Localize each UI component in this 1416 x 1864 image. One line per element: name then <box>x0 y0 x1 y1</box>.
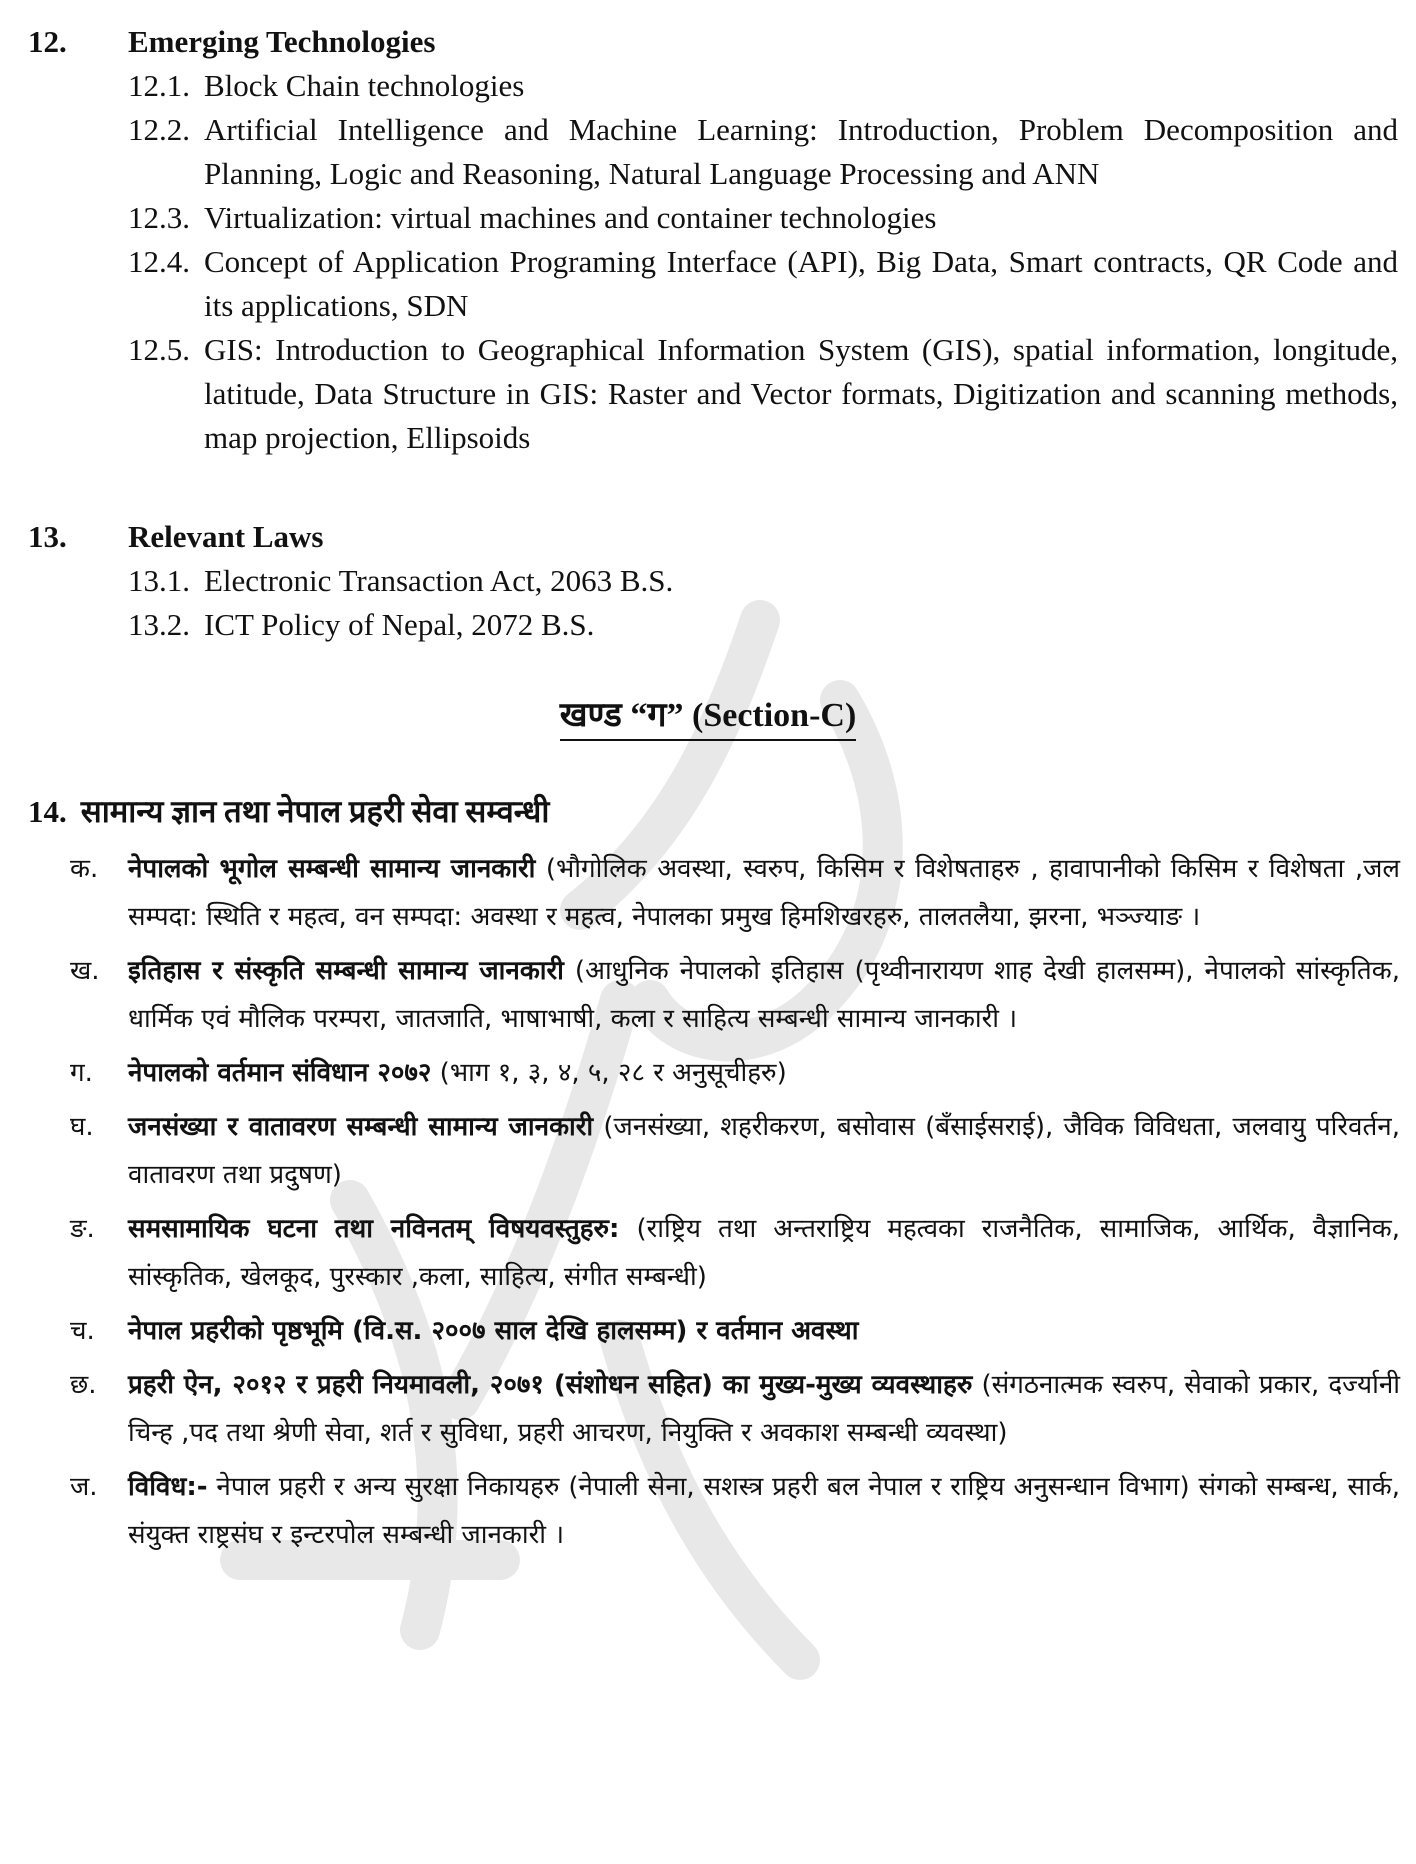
list-item <box>70 1361 1400 1457</box>
item-text: नेपाल प्रहरी र अन्य सुरक्षा निकायहरु (नेपाली सेना, सशस्त्र प्रहरी बल नेपाल र राष्ट्रिय अनुसन्धान विभाग) संगको सम्बन्ध, सार्क, संयुक्त राष्ट्रसंघ र इन्टरपोल सम्बन्धी जानकारी । <box>128 1472 1400 1550</box>
section-14-heading <box>28 790 549 834</box>
item-text: GIS: Introduction to Geographical Information System (GIS), spatial information, longitude, latitude, Data Structure in GIS: Raster and Vector formats, Digitization and scanning methods, map projection, Ellipsoids <box>204 332 1398 455</box>
list-item <box>70 947 1400 1043</box>
section-12 <box>28 20 1398 460</box>
section-12-heading <box>28 20 1398 64</box>
item-marker: ज. <box>70 1472 98 1502</box>
section-c-title: खण्ड “ग” (Section-C) <box>560 695 857 741</box>
item-marker: च. <box>70 1316 95 1346</box>
section-title: Relevant Laws <box>128 519 324 554</box>
item-text: Virtualization: virtual machines and container technologies <box>204 200 937 235</box>
item-bold-title: प्रहरी ऐन, २०१२ र प्रहरी नियमावली, २०७१ (संशोधन सहित) का मुख्य-मुख्य व्यवस्थाहरु <box>128 1370 973 1400</box>
item-marker: छ. <box>70 1370 97 1400</box>
list-item <box>70 1307 1400 1355</box>
section-13-heading <box>28 515 1398 559</box>
item-text: (आधुनिक नेपालको इतिहास (पृथ्वीनारायण शाह देखी हालसम्म), नेपालको सांस्कृतिक, धार्मिक एवं मौलिक परम्परा, जातजाति, भाषाभाषी, कला र साहित्य सम्बन्धी सामान्य जानकारी । <box>128 956 1400 1034</box>
list-item <box>28 559 1398 603</box>
list-item <box>28 603 1398 647</box>
section-number: 12. <box>28 24 67 59</box>
list-item <box>28 108 1398 196</box>
section-c-heading <box>0 695 1416 741</box>
list-item <box>70 1103 1400 1199</box>
item-text: Concept of Application Programing Interface (API), Big Data, Smart contracts, QR Code and its applications, SDN <box>204 244 1398 323</box>
list-item <box>70 1205 1400 1301</box>
list-item <box>70 1049 1400 1097</box>
item-marker: क. <box>70 854 99 884</box>
list-item <box>70 1463 1400 1559</box>
item-bold-title: नेपाल प्रहरीको पृष्ठभूमि (वि.स. २००७ साल देखि हालसम्म) र वर्तमान अवस्था <box>128 1316 859 1346</box>
list-item <box>28 240 1398 328</box>
item-text: Artificial Intelligence and Machine Learning: Introduction, Problem Decomposition and Planning, Logic and Reasoning, Natural Language Processing and ANN <box>204 112 1398 191</box>
list-item <box>70 845 1400 941</box>
item-text: Block Chain technologies <box>204 68 525 103</box>
item-number: 12.1. <box>128 68 190 103</box>
item-text: (भौगोलिक अवस्था, स्वरुप, किसिम र विशेषताहरु , हावापानीको किसिम र विशेषता ,जल सम्पदा: स्थिति र महत्व, वन सम्पदा: अवस्था र महत्व, नेपालका प्रमुख हिमशिखरहरु, तालतलैया, झरना, भञ्ज्याङ । <box>128 854 1401 932</box>
item-bold-title: नेपालको वर्तमान संविधान २०७२ <box>128 1058 432 1088</box>
section-number: 13. <box>28 519 67 554</box>
item-text: (भाग १, ३, ४, ५, २८ र अनुसूचीहरु) <box>431 1058 787 1088</box>
item-marker: ख. <box>70 956 100 986</box>
item-bold-title: जनसंख्या र वातावरण सम्बन्धी सामान्य जानकारी <box>128 1112 594 1142</box>
item-text: (जनसंख्या, शहरीकरण, बसोवास (बँसाईसराई), जैविक विविधता, जलवायु परिवर्तन, वातावरण तथा प्रदुषण) <box>128 1112 1400 1190</box>
section-14-list <box>70 845 1400 1565</box>
item-number: 13.1. <box>128 563 190 598</box>
list-item <box>28 328 1398 460</box>
item-bold-title: समसामायिक घटना तथा नविनतम् विषयवस्तुहरु: <box>128 1214 620 1244</box>
item-number: 13.2. <box>128 607 190 642</box>
list-item <box>28 196 1398 240</box>
section-title: Emerging Technologies <box>128 24 436 59</box>
section-13 <box>28 515 1398 647</box>
item-number: 12.2. <box>128 112 190 147</box>
item-bold-title: इतिहास र संस्कृति सम्बन्धी सामान्य जानकारी <box>128 956 564 986</box>
list-item <box>28 64 1398 108</box>
item-text: Electronic Transaction Act, 2063 B.S. <box>204 563 674 598</box>
item-number: 12.3. <box>128 200 190 235</box>
item-marker: ग. <box>70 1058 93 1088</box>
item-number: 12.5. <box>128 332 190 367</box>
item-number: 12.4. <box>128 244 190 279</box>
item-text: ICT Policy of Nepal, 2072 B.S. <box>204 607 595 642</box>
section-title: सामान्य ज्ञान तथा नेपाल प्रहरी सेवा सम्वन्धी <box>80 794 550 829</box>
item-marker: ङ. <box>70 1214 95 1244</box>
section-number: 14. <box>28 794 67 829</box>
item-text: (राष्ट्रिय तथा अन्तराष्ट्रिय महत्वका राजनैतिक, सामाजिक, आर्थिक, वैज्ञानिक, सांस्कृतिक, खेलकूद, पुरस्कार ,कला, साहित्य, संगीत सम्बन्धी) <box>128 1214 1400 1292</box>
item-bold-title: नेपालको भूगोल सम्बन्धी सामान्य जानकारी <box>128 854 536 884</box>
item-bold-title: विविध:- <box>128 1472 208 1502</box>
item-marker: घ. <box>70 1112 94 1142</box>
item-text: (संगठनात्मक स्वरुप, सेवाको प्रकार, दर्ज्यानी चिन्ह ,पद तथा श्रेणी सेवा, शर्त र सुविधा, प्रहरी आचरण, नियुक्ति र अवकाश सम्बन्धी व्यवस्था) <box>128 1370 1400 1448</box>
